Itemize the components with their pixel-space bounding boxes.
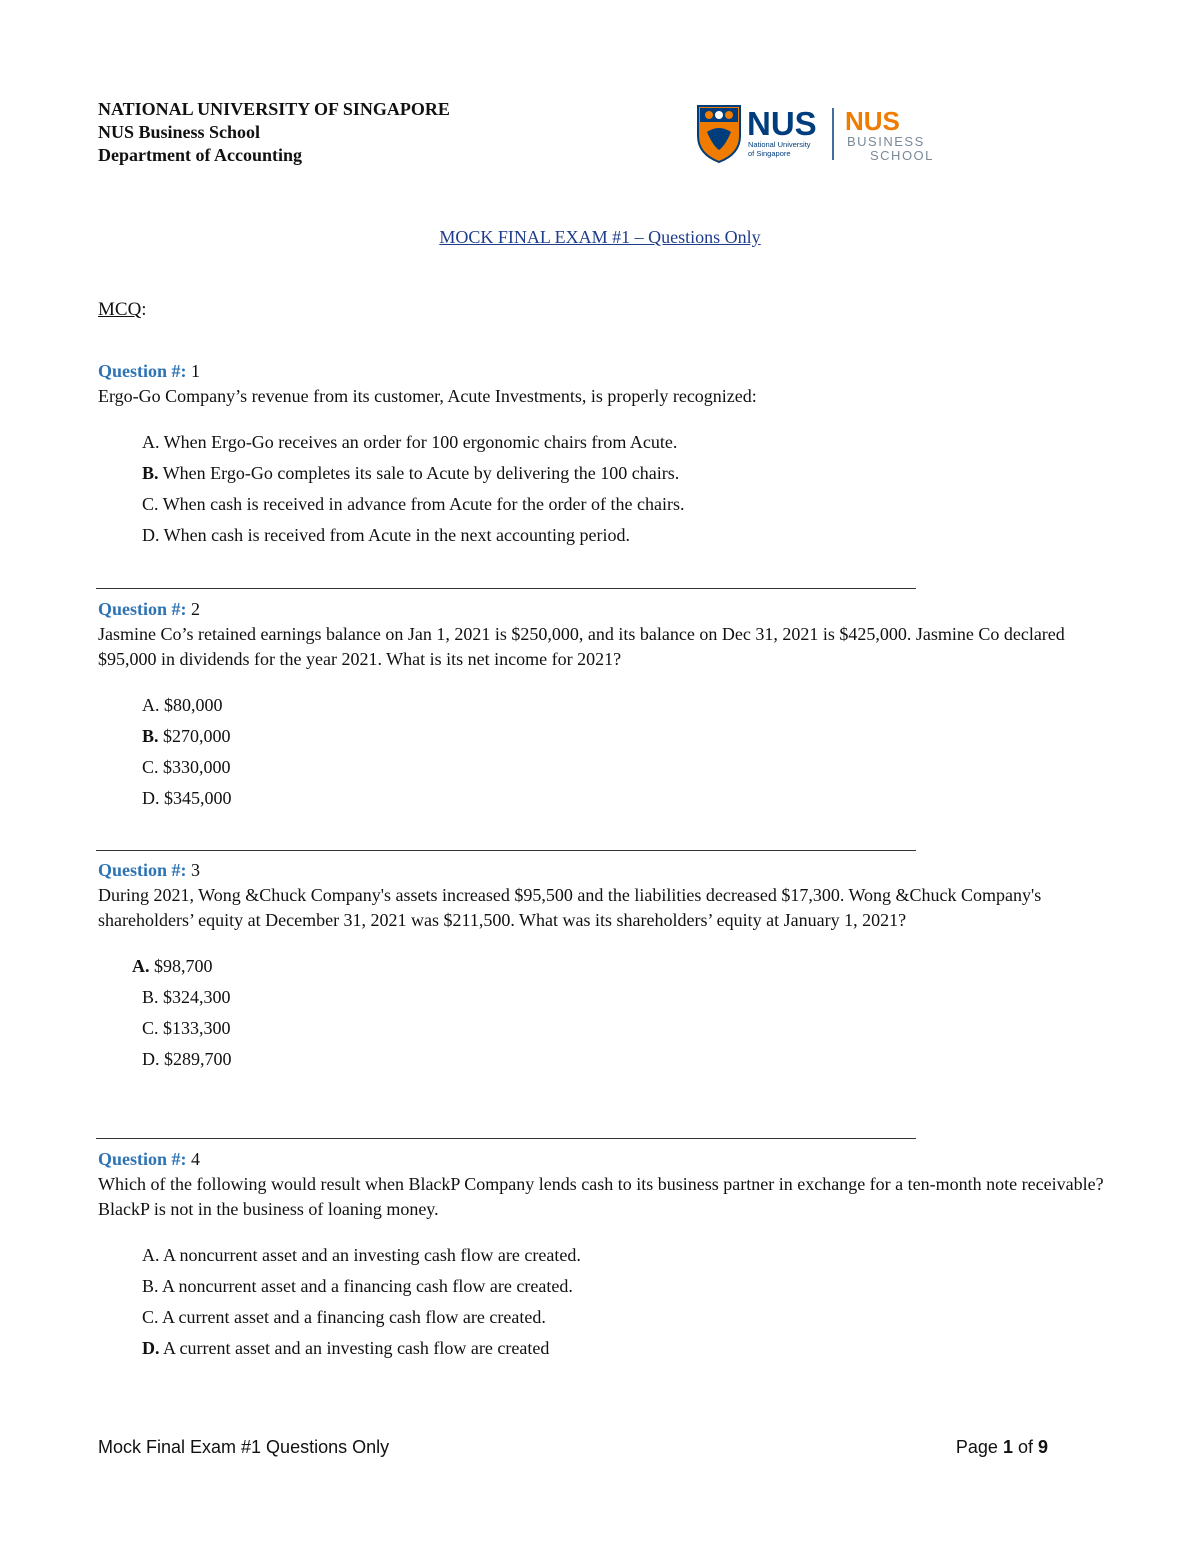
question-3 <box>98 858 1108 1075</box>
department-name: Department of Accounting <box>98 145 302 165</box>
option-b: B. $270,000 <box>142 726 231 746</box>
option-c: C. A current asset and a financing cash flow are created. <box>142 1307 546 1327</box>
option-b: B. A noncurrent asset and a financing cash flow are created. <box>142 1276 573 1296</box>
option-c: C. When cash is received in advance from Acute for the order of the chairs. <box>142 494 685 514</box>
divider-line <box>96 850 916 851</box>
question-number: 3 <box>191 860 201 880</box>
logo-business-text: BUSINESS <box>847 134 925 149</box>
question-heading: Question #: 1 <box>98 361 201 381</box>
school-name: NUS Business School <box>98 122 261 142</box>
option-a: A. A noncurrent asset and an investing cash flow are created. <box>142 1245 581 1265</box>
options-list <box>98 1240 1108 1364</box>
footer-page-number: Page 1 of 9 <box>955 1437 1048 1457</box>
option-b: B. When Ergo-Go completes its sale to Acute by delivering the 100 chairs. <box>142 463 680 483</box>
question-4 <box>98 1147 1108 1364</box>
university-name: NATIONAL UNIVERSITY OF SINGAPORE <box>98 99 450 119</box>
logo-school-text: SCHOOL <box>870 148 934 163</box>
question-stem: Jasmine Co’s retained earnings balance on Jan 1, 2021 is $250,000, and its balance on Dec 31, 2021 is $425,000. Jasmine Co declared $95,000 in dividends for the year 2021. What is its net income for 2021? <box>98 624 1065 669</box>
option-d: D. When cash is received from Acute in the next accounting period. <box>142 525 631 545</box>
options-list <box>98 951 1108 1075</box>
divider-line <box>96 588 916 589</box>
divider-line <box>96 1138 916 1139</box>
logo-nus-text: NUS <box>747 105 817 142</box>
logo-nus-subtitle-2: of Singapore <box>748 149 791 158</box>
option-a: A. $80,000 <box>142 695 223 715</box>
option-b: B. $324,300 <box>142 987 231 1007</box>
options-list <box>98 427 1108 551</box>
option-d: D. A current asset and an investing cash flow are created <box>142 1338 550 1358</box>
question-heading: Question #: 4 <box>98 1149 201 1169</box>
option-c: C. $133,300 <box>142 1018 231 1038</box>
option-c: C. $330,000 <box>142 757 231 777</box>
footer-document-title: Mock Final Exam #1 Questions Only <box>98 1437 390 1457</box>
question-stem: Which of the following would result when BlackP Company lends cash to its business partner in exchange for a ten-month note receivable? BlackP is not in the business of loaning money. <box>98 1174 1104 1219</box>
exam-title: MOCK FINAL EXAM #1 – Questions Only <box>439 227 761 247</box>
question-stem: Ergo-Go Company’s revenue from its customer, Acute Investments, is properly recognized: <box>98 386 757 406</box>
institution-header <box>98 98 450 167</box>
question-1 <box>98 359 1108 551</box>
section-label: MCQ: <box>98 299 147 320</box>
question-stem: During 2021, Wong &Chuck Company's assets increased $95,500 and the liabilities decreased $17,300. Wong &Chuck Company's shareholders’ equity at December 31, 2021 was $211,500. What was its shareholders’ equity at January 1, 2021? <box>98 885 1042 930</box>
logo-biz-nus-text: NUS <box>845 106 900 136</box>
question-number: 4 <box>191 1149 201 1169</box>
option-a: A. When Ergo-Go receives an order for 100 ergonomic chairs from Acute. <box>142 432 678 452</box>
logo-nus-subtitle-1: National University <box>748 140 811 149</box>
nus-business-school-logo <box>695 102 957 164</box>
option-d: D. $289,700 <box>142 1049 232 1069</box>
question-number: 2 <box>191 599 201 619</box>
question-heading: Question #: 2 <box>98 599 201 619</box>
option-d: D. $345,000 <box>142 788 232 808</box>
question-2 <box>98 597 1108 814</box>
question-number: 1 <box>191 361 201 381</box>
options-list <box>98 690 1108 814</box>
option-a: A. $98,700 <box>132 956 213 976</box>
question-heading: Question #: 3 <box>98 860 201 880</box>
nus-crest-icon <box>698 106 740 162</box>
